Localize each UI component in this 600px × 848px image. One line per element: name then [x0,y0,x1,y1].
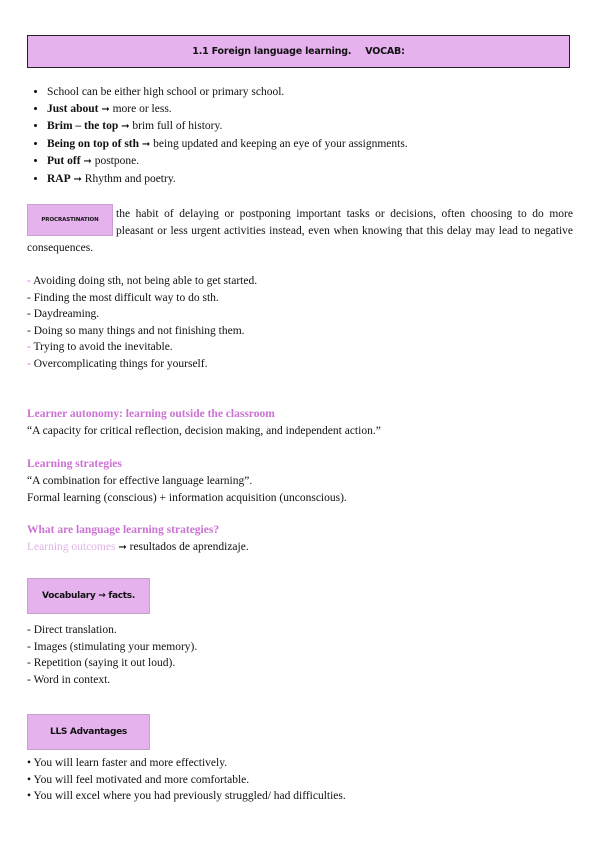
page-title [27,35,570,68]
strategies-heading: Learning strategies [27,458,122,470]
vocab-item: • School can be either high school or primary school. [47,84,587,101]
vocabulary-facts-box [27,578,150,614]
arrow-icon: ➞ [121,121,130,132]
list-item: - Doing so many things and not finishing them. [27,324,245,337]
vocab-item: • Just about ➞ more or less. [47,101,587,119]
arrow-icon: ➞ [141,138,151,150]
procrastination-label: PROCRASTINATION [41,217,99,223]
arrow-icon: ➞ [101,103,110,115]
title-main: 1.1 Foreign language learning. [192,46,352,57]
autonomy-section [27,406,573,440]
arrow-icon: ➞ [73,173,82,185]
lls-heading: What are language learning strategies? [27,524,220,536]
vocab-item: • Brim – the top ➞ brim full of history. [47,118,587,136]
procrastination-label-box [27,204,113,236]
lls-line: Learning outcomes ➞ resultados de aprendizaje. [27,541,249,553]
list-item: • You will feel motivated and more comfortable. [27,773,250,786]
list-item: • You will excel where you had previously struggled/ had difficulties. [27,790,346,803]
vocab-item: • RAP ➞ Rhythm and poetry. [47,171,587,189]
list-item: - Finding the most difficult way to do sth. [27,291,219,304]
list-item: - Overcomplicating things for yourself. [27,357,208,370]
lls-section [27,522,573,557]
learning-outcomes-term: Learning outcomes [27,541,116,553]
list-item: - Direct translation. [27,624,117,636]
list-item: - Trying to avoid the inevitable. [27,341,173,354]
lls-advantages-label: LLS Advantages [50,727,127,737]
vocab-list [30,84,587,188]
arrow-icon: ➞ [118,542,127,553]
list-item: • You will learn faster and more effectively. [27,757,228,769]
procrastination-definition: the habit of delaying or postponing important tasks or decisions, often choosing to do more pleasant or less urgent activities instead, even when knowing that this delay may lead to negative consequences. [27,208,573,254]
title-vocab: VOCAB: [365,46,405,57]
autonomy-quote: “A capacity for critical reflection, decision making, and independent action.” [27,425,381,437]
strategies-quote: “A combination for effective language learning”. [27,475,253,487]
list-item: - Word in context. [27,673,111,686]
list-item: - Repetition (saying it out loud). [27,657,176,670]
lls-advantages-box [27,714,150,750]
strategies-section [27,456,573,507]
advantages-list [27,755,573,805]
procrastination-list [27,273,573,373]
list-item: - Daydreaming. [27,308,100,321]
strategies-line: Formal learning (conscious) + information acquisition (unconscious). [27,491,347,504]
list-item: - Avoiding doing sth, not being able to get started. [27,275,258,287]
arrow-icon: ➞ [83,156,92,167]
vocab-item: • Being on top of sth ➞ being updated and keeping an eye of your assignments. [47,136,587,154]
vocabulary-facts-list [27,622,573,688]
vocabulary-facts-label: Vocabulary → facts. [42,591,135,601]
list-item: - Images (stimulating your memory). [27,640,198,653]
vocab-item: • Put off ➞ postpone. [47,153,587,171]
autonomy-heading: Learner autonomy: learning outside the classroom [27,408,275,420]
